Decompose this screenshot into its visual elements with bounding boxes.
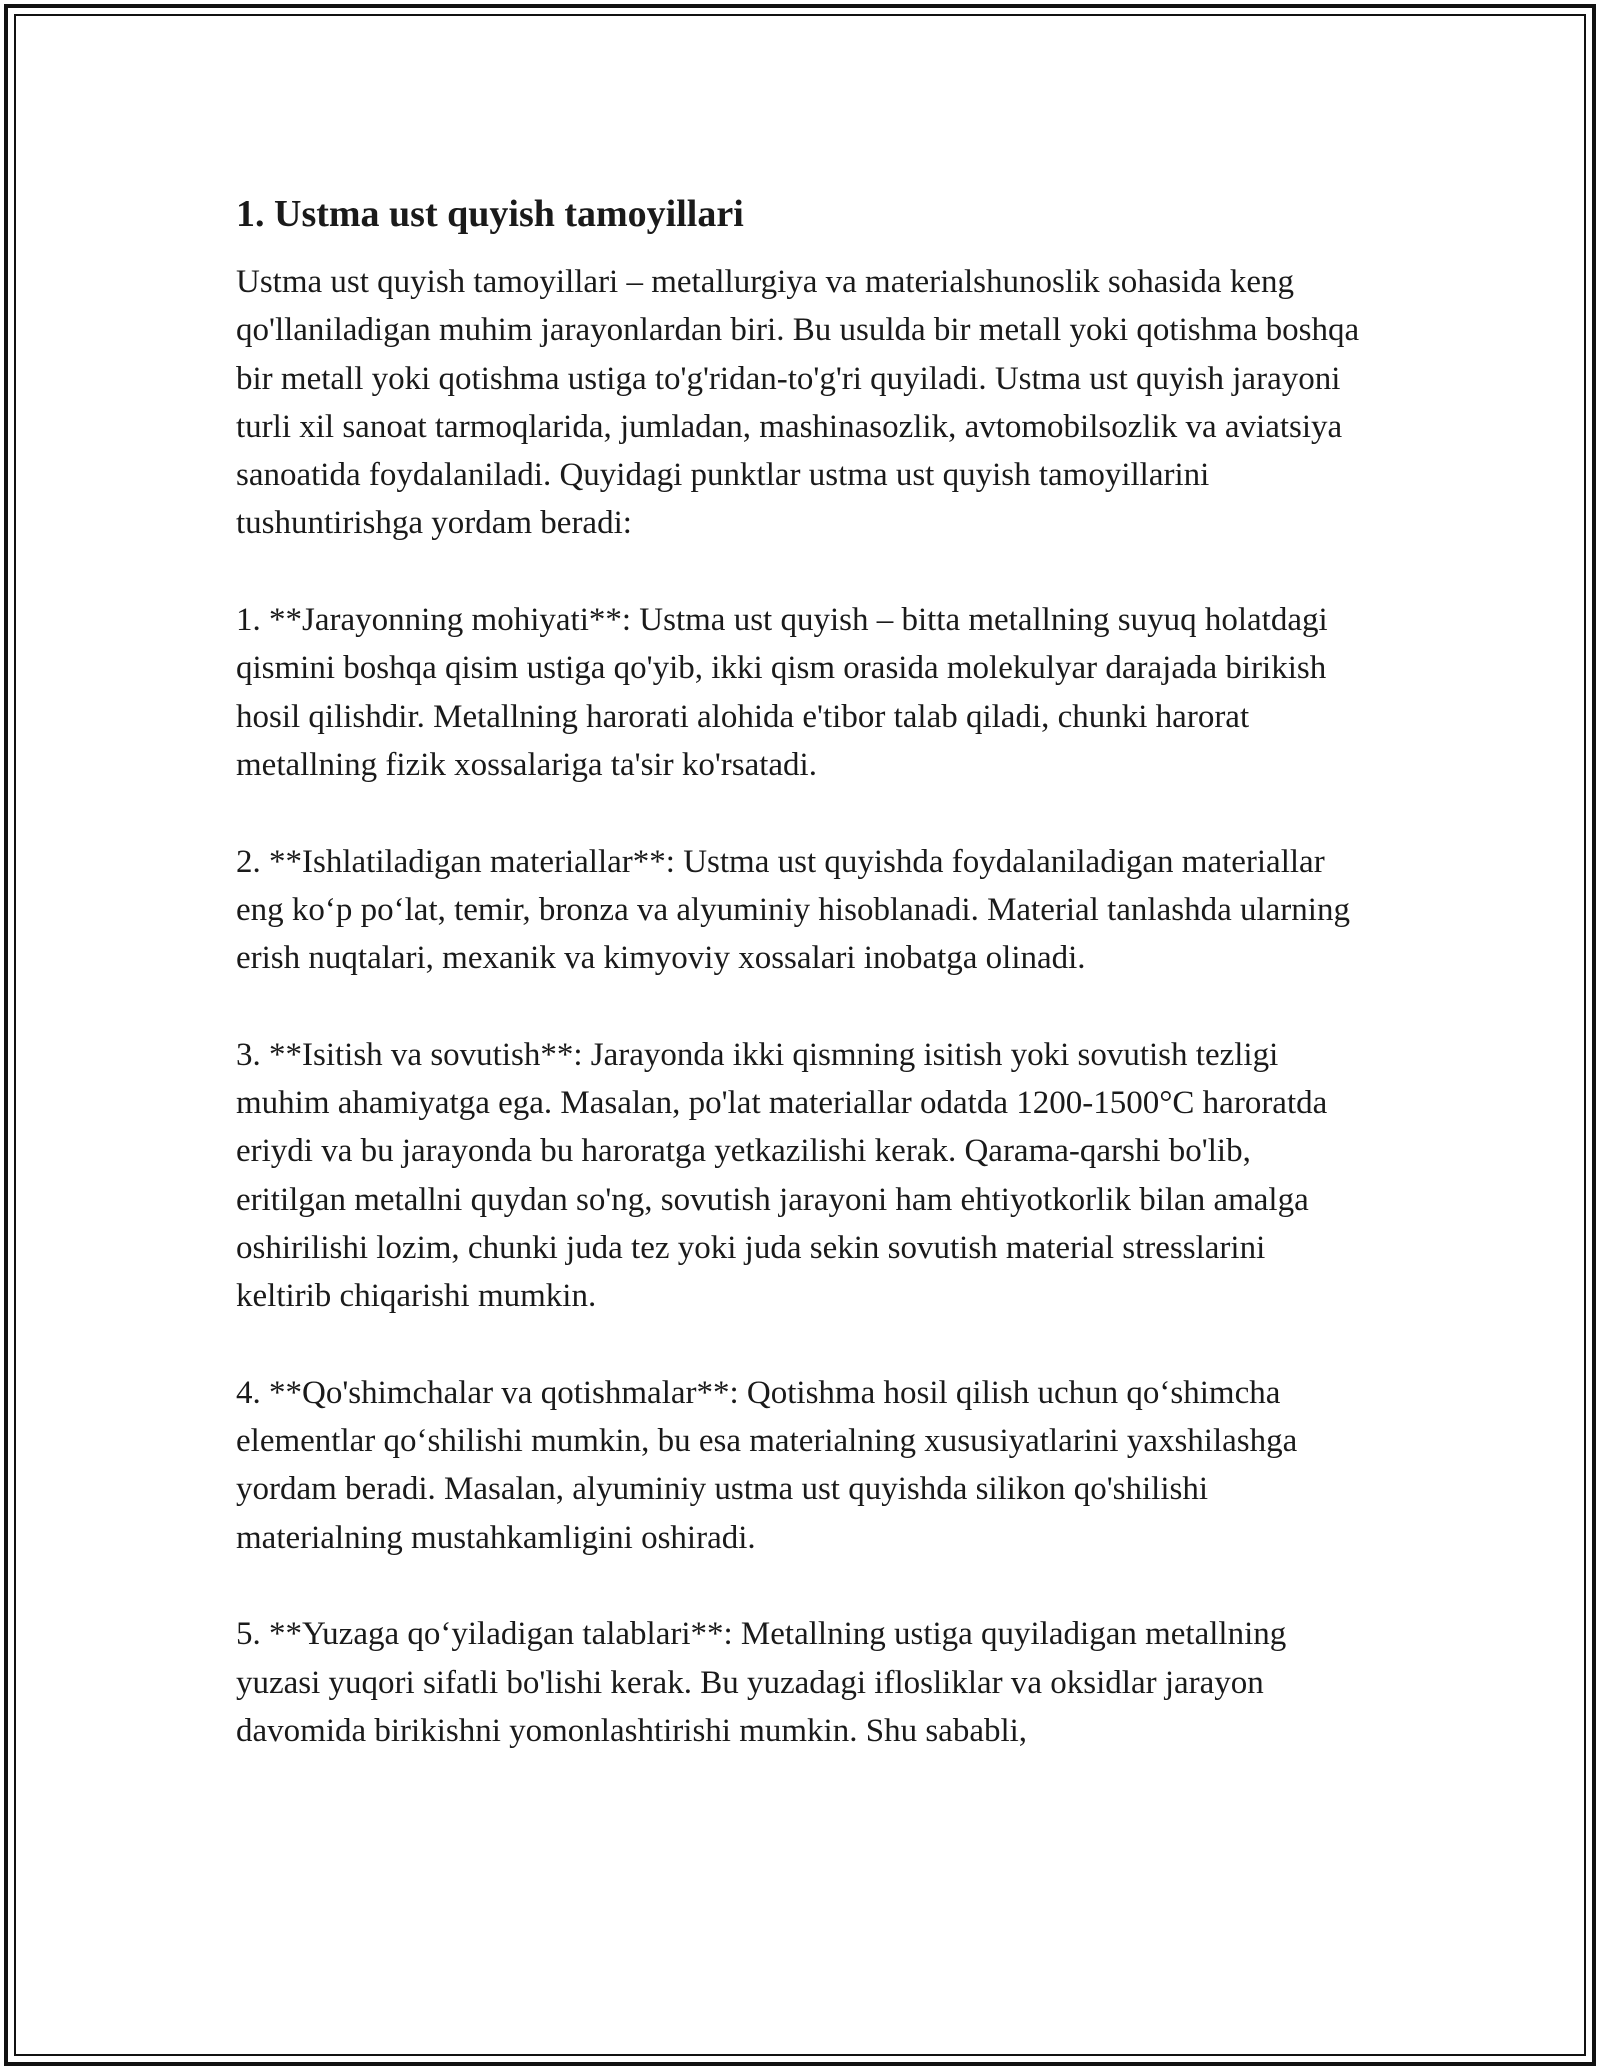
section-heading: 1. Ustma ust quyish tamoyillari xyxy=(236,193,744,235)
list-item-paragraph: 4. **Qo'shimchalar va qotishmalar**: Qotishma hosil qilish uchun qo‘shimcha elementlar qo‘shilishi mumkin, bu esa materialning xususiyatlarini yaxshilashga yordam beradi. Masalan, alyuminiy ustma ust quyishda silikon qo'shilishi materialning mustahkamligini oshiradi. xyxy=(236,1374,1298,1556)
list-item-paragraph: 3. **Isitish va sovutish**: Jarayonda ikki qismning isitish yoki sovutish tezligi muhim ahamiyatga ega. Masalan, po'lat materiallar odatda 1200-1500°C haroratda eriydi va bu jarayonda bu haroratga yetkazilishi kerak. Qarama-qarshi bo'lib, eritilgan metallni quydan so'ng, sovutish jarayoni ham ehtiyotkorlik bilan amalga oshirilishi lozim, chunki juda tez yoki juda sekin sovutish material stresslarini keltirib chiqarishi mumkin. xyxy=(236,1036,1328,1315)
list-item-paragraph: 5. **Yuzaga qo‘yiladigan talablari**: Metallning ustiga quyiladigan metallning yuzasi yuqori sifatli bo'lishi kerak. Bu yuzadagi iflosliklar va oksidlar jarayon davomida birikishni yomonlashtirishi mumkin. Shu sababli, xyxy=(236,1616,1287,1749)
document-body xyxy=(236,188,1366,1804)
intro-paragraph: Ustma ust quyish tamoyillari – metallurgiya va materialshunoslik sohasida keng qo'llaniladigan muhim jarayonlardan biri. Bu usulda bir metall yoki qotishma boshqa bir metall yoki qotishma ustiga to'g'ridan-to'g'ri quyiladi. Ustma ust quyish jarayoni turli xil sanoat tarmoqlarida, jumladan, mashinasozlik, avtomobilsozlik va aviatsiya sanoatida foydalaniladi. Quyidagi punktlar ustma ust quyish tamoyillarini tushuntirishga yordam beradi: xyxy=(236,264,1360,542)
list-item-paragraph: 2. **Ishlatiladigan materiallar**: Ustma ust quyishda foydalaniladigan materiallar eng ko‘p po‘lat, temir, bronza va alyuminiy hisoblanadi. Material tanlashda ularning erish nuqtalari, mexanik va kimyoviy xossalari inobatga olinadi. xyxy=(236,843,1350,977)
list-item-paragraph: 1. **Jarayonning mohiyati**: Ustma ust quyish – bitta metallning suyuq holatdagi qismini boshqa qisim ustiga qo'yib, ikki qism orasida molekulyar darajada birikish hosil qilishdir. Metallning harorati alohida e'tibor talab qiladi, chunki harorat metallning fizik xossalariga ta'sir ko'rsatadi. xyxy=(236,602,1328,783)
